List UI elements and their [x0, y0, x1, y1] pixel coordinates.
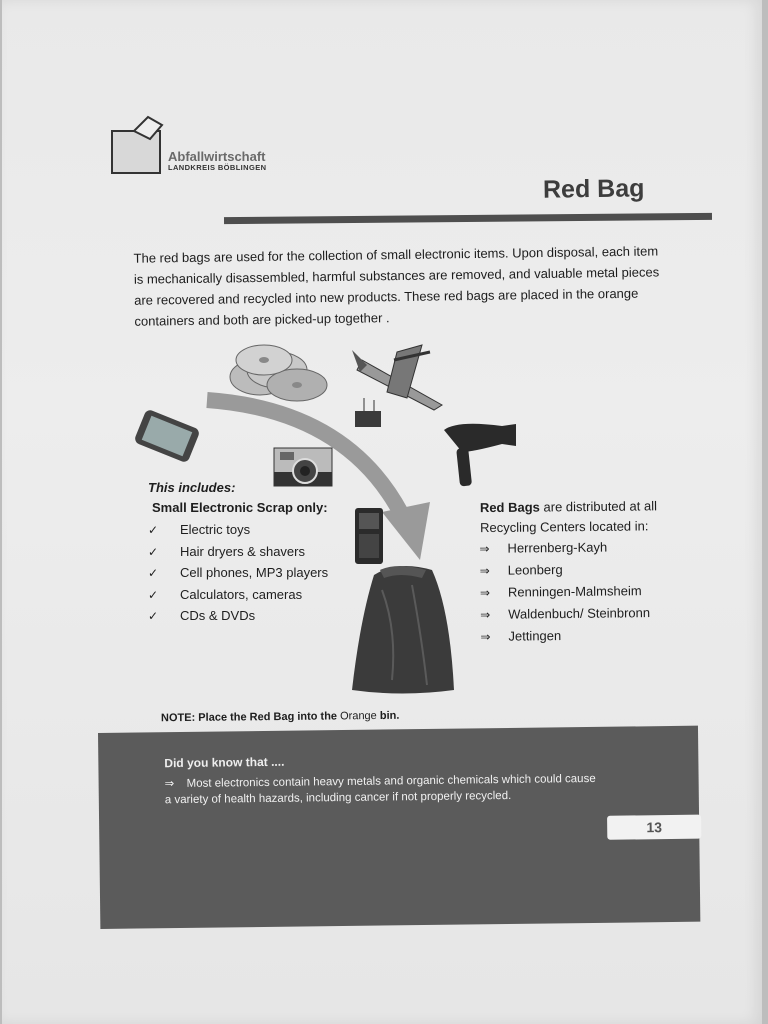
includes-subtitle: Small Electronic Scrap only:: [152, 500, 328, 515]
did-you-know-box: [98, 726, 700, 929]
list-item: ✓ Hair dryers & shavers: [148, 543, 305, 559]
camera-icon: [274, 448, 332, 486]
list-item: ✓ CDs & DVDs: [148, 608, 256, 623]
check-icon: ✓: [148, 523, 159, 537]
arrow-icon: ⇒: [480, 607, 491, 622]
logo-name: Abfallwirtschaft: [168, 149, 266, 164]
list-item: ✓ Cell phones, MP3 players: [148, 565, 329, 580]
note-text: NOTE: Place the Red Bag into the Orange bin.: [160, 709, 400, 725]
list-item: ⇒ Renningen-Malmsheim: [479, 583, 642, 600]
list-item: ⇒ Waldenbuch/ Steinbronn: [480, 605, 651, 622]
list-item: ⇒ Leonberg: [479, 562, 563, 578]
remote-control-icon: [355, 398, 381, 427]
page-number: 13: [607, 815, 701, 840]
check-icon: ✓: [148, 587, 159, 602]
page-title: Red Bag: [542, 174, 645, 204]
arrow-icon: ⇒: [480, 629, 491, 644]
arrow-icon: ⇒: [479, 541, 490, 556]
includes-list: [148, 522, 328, 630]
smartphone-icon: [133, 408, 200, 463]
cds-icon: [230, 345, 327, 401]
intro-paragraph: The red bags are used for the collection of small electronic items. Upon disposal, each item is mechanically disassembled, harmful substances are removed, and valuable metal pieces are recovered and recycled into new products. These red bags are placed in the orange containers and both are picked-up together .: [133, 243, 660, 329]
brochure-page: [2, 0, 762, 1024]
list-item: ⇒ Herrenberg-Kayh: [479, 539, 608, 556]
did-you-know-title: Did you know that ....: [164, 754, 285, 771]
did-you-know-text: ⇒ Most electronics contain heavy metals and organic chemicals which could cause a variety of health hazards, including cancer if not properly recycled.: [164, 772, 596, 807]
locations-list: [479, 539, 650, 651]
arrow-icon: ⇒: [479, 585, 491, 600]
arrow-icon: ⇒: [479, 563, 490, 578]
airplane-toy-icon: [352, 345, 442, 410]
cell-phone-icon: [355, 508, 383, 564]
includes-title: This includes:: [148, 480, 236, 495]
list-item: ✓ Electric toys: [148, 522, 251, 537]
check-icon: ✓: [148, 566, 159, 580]
arrow-icon: ⇒: [164, 778, 175, 791]
list-item: ⇒ Jettingen: [480, 628, 562, 644]
logo-subtitle: LANDKREIS BÖBLINGEN: [168, 163, 267, 172]
garbage-bag-icon: [352, 566, 454, 694]
distribution-title: Red Bags are distributed at all Recycling Centers located in:: [479, 498, 658, 536]
list-item: ✓ Calculators, cameras: [148, 586, 303, 602]
hair-dryer-icon: [444, 424, 516, 487]
check-icon: ✓: [148, 609, 159, 623]
check-icon: ✓: [148, 544, 159, 559]
